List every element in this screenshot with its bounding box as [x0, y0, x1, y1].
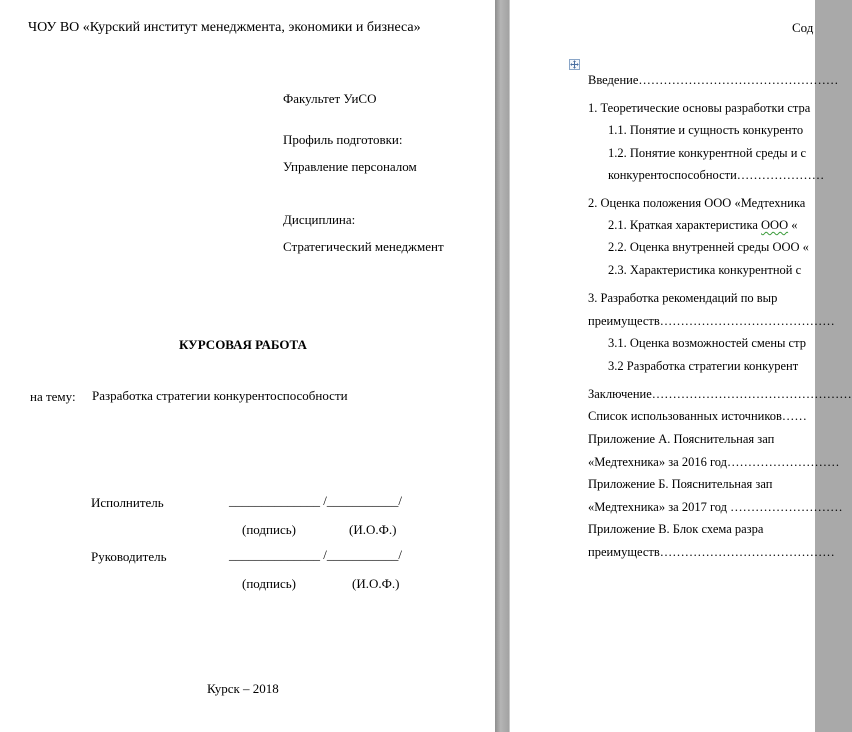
toc-entry-2-3[interactable]: 2.3. Характеристика конкурентной с — [608, 263, 802, 277]
toc-entry-section-3[interactable]: 3. Разработка рекомендаций по выр — [588, 291, 778, 305]
executor-label: Исполнитель — [91, 495, 164, 510]
supervisor-name-hint: (И.О.Ф.) — [352, 576, 400, 591]
toc-entry-sources[interactable]: Список использованных источников…… — [588, 409, 807, 423]
spelling-mark: ООО — [761, 218, 789, 232]
toc-entry-2-2[interactable]: 2.2. Оценка внутренней среды ООО « — [608, 240, 809, 254]
toc-entry-3-1[interactable]: 3.1. Оценка возможностей смены стр — [608, 336, 806, 350]
topic-value: Разработка стратегии конкурентоспособности — [92, 388, 348, 403]
faculty: Факультет УиСО — [283, 91, 377, 106]
toc-entry-appendix-a[interactable]: Приложение А. Пояснительная зап — [588, 432, 775, 446]
toc-entry-appendix-v[interactable]: Приложение В. Блок схема разра — [588, 522, 764, 536]
topic-label: на тему: — [30, 389, 76, 404]
toc-entry-1-1[interactable]: 1.1. Понятие и сущность конкуренто — [608, 123, 804, 137]
toc-entry-section-2[interactable]: 2. Оценка положения ООО «Медтехника — [588, 196, 806, 210]
toc-entry-appendix-a-cont[interactable]: «Медтехника» за 2016 год……………………… — [588, 455, 840, 469]
toc-entry-1-2[interactable]: 1.2. Понятие конкурентной среды и с — [608, 146, 807, 160]
toc-entry-appendix-b[interactable]: Приложение Б. Пояснительная зап — [588, 477, 773, 491]
page-gutter — [495, 0, 509, 732]
executor-signature-line: ______________ /___________/ — [229, 493, 402, 508]
toc-entry-appendix-b-cont[interactable]: «Медтехника» за 2017 год ……………………… — [588, 500, 843, 514]
discipline-label: Дисциплина: — [283, 212, 356, 227]
institution-name: ЧОУ ВО «Курский институт менеджмента, экономики и бизнеса» — [28, 20, 421, 35]
toc-entry-section-1[interactable]: 1. Теоретические основы разработки стра — [588, 101, 811, 115]
work-type-heading: КУРСОВАЯ РАБОТА — [179, 337, 307, 352]
table-move-handle-icon[interactable] — [569, 59, 580, 70]
discipline-value: Стратегический менеджмент — [283, 239, 444, 254]
executor-signature-hint: (подпись) — [242, 522, 296, 537]
toc-entry-1-2-cont[interactable]: конкурентоспособности………………… — [608, 168, 825, 182]
toc-entry-conclusion[interactable]: Заключение………………………………………… — [588, 387, 852, 401]
city-year: Курск – 2018 — [207, 681, 279, 696]
toc-entry-section-3-cont[interactable]: преимуществ…………………………………… — [588, 314, 835, 328]
toc-entry-3-2[interactable]: 3.2 Разработка стратегии конкурент — [608, 359, 799, 373]
executor-name-hint: (И.О.Ф.) — [349, 522, 397, 537]
toc-entry-2-1[interactable]: 2.1. Краткая характеристика ООО « — [608, 218, 798, 232]
profile-value: Управление персоналом — [283, 159, 417, 174]
toc-entry-intro[interactable]: Введение………………………………………… — [588, 73, 839, 87]
toc-heading: Сод — [792, 20, 814, 35]
profile-label: Профиль подготовки: — [283, 132, 403, 147]
toc-entry-appendix-v-cont[interactable]: преимуществ…………………………………… — [588, 545, 835, 559]
supervisor-signature-hint: (подпись) — [242, 576, 296, 591]
supervisor-label: Руководитель — [91, 549, 167, 564]
toc-page — [509, 0, 852, 732]
supervisor-signature-line: ______________ /___________/ — [229, 547, 402, 562]
